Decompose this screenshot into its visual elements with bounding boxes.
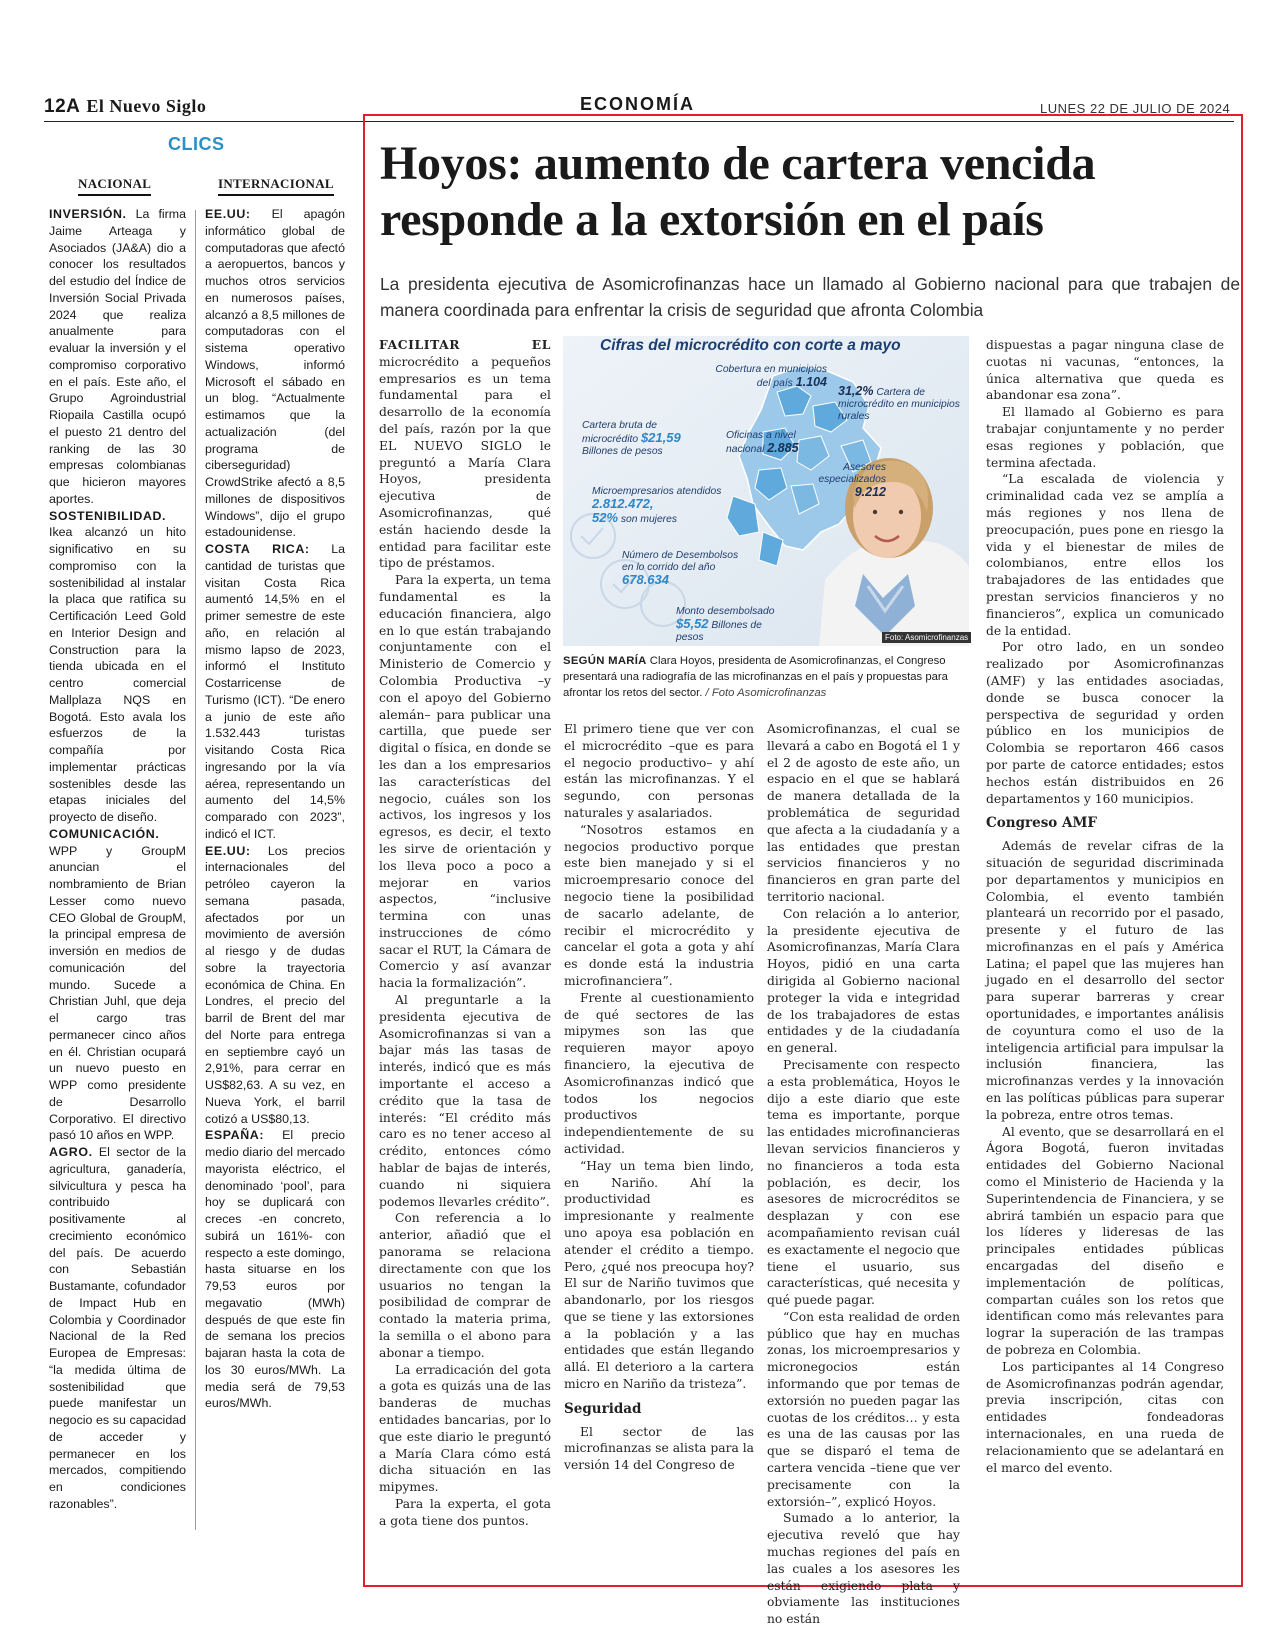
cartera-stat	[582, 420, 702, 458]
brief-lead: COSTA RICA:	[205, 542, 310, 556]
paragraph-text: “Nosotros estamos en negocios productivo porque este bien manejado y si el microempresario conoce del negocio tiene la posibilidad de sacarlo adelante, de recibir el microcrédito y cancelar el gota a gota y ahí es donde está la industria microfinanciera”.	[564, 822, 754, 988]
paragraph-text: Precisamente con respecto a esta problemática, Hoyos le dijo a este diario que este tema es importante, porque las entidades microfinancieras llevan servicios financieros y no financieros a toda esta población, es decir, los asesores de microcréditos se desplazan y con ese acompañamiento revisan cuál es exactamente el negocio que tiene el usuario, sus características, qué necesita y qué puede pagar.	[767, 1057, 960, 1308]
brief-text: El apagón informático global de computadoras que afectó a aeropuertos, bancos y muchos otros servicios en numerosos países, alcanzó a 8,5 millones de computadoras con el sistema operativo Windows, informó Microsoft el sábado en un blog. “Actualmente estimamos que la actualización (del programa de ciberseguridad) CrowdStrike afectó a 8,5 millones de dispositivos Windows”, dijo el grupo estadounidense.	[205, 207, 345, 540]
cobertura-label: Cobertura en municipios del país	[715, 364, 827, 389]
brief-lead: AGRO.	[49, 1145, 93, 1159]
paragraph-text: “Hay un tema bien lindo, en Nariño. Ahí la productividad es impresionante y realmente uno apoya esa población en atender el crédito a tiempo. Pero, ¿qué nos preocupa hoy? El sur de Nariño tuvimos que abandonarlo, por los riesgos que se tiene y las extorsiones a la población y a las entidades que están llegando allá. El deterioro a la cartera micro en Nariño da tristeza”.	[564, 1158, 754, 1392]
cobertura-stat	[712, 364, 827, 390]
monto-stat	[676, 606, 786, 644]
paragraph-text: Asomicrofinanzas, el cual se llevará a cabo en Bogotá el 1 y el 2 de agosto de este año, un espacio en el que se hablará de manera detallada de la problemática de seguridad que afecta a la ciudadanía y a las entidades que prestan servicios financieros y no financieros en gran parte del territorio nacional.	[767, 722, 960, 904]
article-title: Hoyos: aumento de cartera vencida responde a la extorsión en el país	[380, 137, 1096, 246]
infographic-title: Cifras del microcrédito con corte a mayo	[600, 337, 901, 354]
desembolsos-label: Número de Desembolsos en lo corrido del año	[622, 550, 739, 573]
paragraph	[564, 1424, 754, 1474]
sidebar-nacional	[49, 206, 186, 1513]
paragraph	[564, 822, 754, 990]
paragraph	[379, 992, 551, 1210]
microempresarios-label: Microempresarios atendidos	[592, 486, 722, 497]
paragraph-text: Al evento, que se desarrollará en el Ágora Bogotá, fueron invitadas entidades del Gobierno Nacional como el Ministerio de Hacienda y la Superintendencia de Financiera, y se abrirá también un espacio para que los líderes y lideresas de las principales entidades públicas encargadas del diseño e implementación de políticas, compartan cuáles son los retos que identifican como más relevantes para lograr la superación de las trampas de pobreza en Colombia.	[986, 1124, 1224, 1358]
article-column-2	[564, 721, 754, 1474]
brief-lead: SOSTENIBILIDAD.	[49, 508, 167, 523]
paragraph-text: El sector de las microfinanzas se alista para la versión 14 del Congreso de	[564, 1424, 754, 1473]
cartera-value: $21,59	[640, 430, 681, 445]
brief-item	[205, 206, 345, 541]
page-number: 12A	[44, 96, 81, 117]
brief-text: Los precios internacionales del petróleo cayeron la semana pasada, afectados por un movimiento de aversión al riesgo y de dudas sobre la trayectoria económica de China. En Londres, el precio del barril de Brent del mar del Norte para entrega en septiembre cayó un 2,91%, para cerrar en US$82,63. A su vez, en Nueva York, el barril cotizó a US$80,13.	[205, 843, 345, 1126]
brief-item	[49, 508, 186, 826]
monto-unit: Billones de pesos	[676, 620, 762, 643]
paragraph	[986, 337, 1224, 404]
caption-credit: / Foto Asomicrofinanzas	[702, 686, 827, 699]
paragraph-text: Además de revelar cifras de la situación de seguridad discriminada por departamentos y municipios en Colombia, el evento también planteará un recorrido por el pasado, presente y el futuro de las microfinanzas en el país y América Latina; el papel que las mujeres han jugado en el desarrollo del sector para superar barreras y crear oportunidades, e importantes análisis de coyuntura como el uso de la inteligencia artificial para impulsar la inclusión financiera, las microfinanzas verdes y la innovación en las políticas públicas para superar la pobreza, entre otros temas.	[986, 839, 1224, 1122]
brief-lead: EE.UU:	[205, 843, 251, 858]
sidebar-divider	[195, 210, 196, 1530]
issue-date: LUNES 22 DE JULIO DE 2024	[1040, 101, 1231, 116]
cartera-label: Cartera bruta de microcrédito	[582, 420, 657, 445]
cobertura-value: 1.104	[795, 375, 827, 389]
paragraph-text: Los participantes al 14 Congreso de Asomicrofinanzas podrán agendar, previa inscripción, citas con entidades fondeadoras internacionales, en una rueda de relacionamiento que se adelantará en el marco del evento.	[986, 1359, 1224, 1475]
brief-lead: ESPAÑA:	[205, 1128, 265, 1143]
monto-value: $5,52	[676, 616, 709, 631]
paragraph	[564, 721, 754, 822]
paragraph	[379, 1362, 551, 1496]
paragraph	[986, 404, 1224, 471]
mujeres-label: son mujeres	[620, 514, 677, 525]
brief-lead: EE.UU:	[205, 207, 251, 221]
article-column-1	[379, 337, 551, 1530]
brief-item	[49, 1144, 186, 1513]
paragraph-text: El llamado al Gobierno es para trabajar conjuntamente y no perder esas regiones y población, que termina afectada.	[986, 405, 1224, 470]
asesores-value: 9.212	[854, 485, 886, 499]
paragraph-text: Frente al cuestionamiento de qué sectores de las mipymes son las que requieren mayor apoyo financiero, la ejecutiva de Asomicrofinanzas indicó que todos los negocios productivos independientemente de su actividad.	[564, 990, 754, 1156]
oficinas-value: 2.885	[767, 441, 799, 455]
paragraph	[379, 337, 551, 572]
paragraph	[986, 1124, 1224, 1359]
paragraph	[379, 1496, 551, 1530]
paragraph	[564, 990, 754, 1158]
paragraph	[986, 639, 1224, 807]
rural-value: 31,2%	[838, 384, 874, 398]
brief-text: WPP y GroupM anuncian el nombramiento de Brian Lesser como nuevo CEO Global de GroupM, la principal empresa de inversión en medios de comunicación del mundo. Sucede a Christian Juhl, que deja el cargo tras permanecer cinco años en él. Christian ocupará un nuevo puesto en WPP como presidente de Desarrollo Corporativo. El directivo pasó 10 años en WPP.	[49, 843, 186, 1143]
paragraph	[379, 1210, 551, 1361]
subheading: Congreso AMF	[986, 815, 1098, 832]
brief-text: El sector de la agricultura, ganadería, silvicultura y pesca ha contribuido positivamente al crecimiento económico del país. De acuerdo con Sebastián Bustamante, cofundador de Impact Hub en Colombia y Coordinador Nacional de la Red Europea de Empresas: “la medida última de sostenibilidad que puede manifestar un negocio es su capacidad de acceder y permanecer en los mercados, compitiendo en condiciones razonables”.	[49, 1145, 186, 1511]
desembolsos-stat	[622, 550, 752, 588]
paragraph	[379, 572, 551, 992]
paragraph	[564, 1158, 754, 1393]
brief-item	[205, 1127, 345, 1412]
brief-item	[205, 843, 345, 1128]
paragraph-text: Para la experta, un tema fundamental es la educación financiera, algo en lo que están trabajando conjuntamente con el Ministerio de Comercio y Colombia Productiva –y con el apoyo del Gobierno alemán– para publicar una cartilla, que puede ser digital o física, en donde se les dan a los empresarios las características del negocio, cuáles son los activos, los ingresos y los egresos, es decir, el texto les sirve de orientación y los lleva poco a poco a mejorar en varios aspectos, “inclusive termina con unas instrucciones de cómo sacar el RUT, la Cámara de Comercio y así avanzar hacia la formalización”.	[379, 573, 551, 991]
paragraph-text: “La escalada de violencia y criminalidad cada vez se amplía a más regiones y nos llena de preocupación, pues pone en riesgo la vida y el bienestar de miles de colombianos, entre ellos los trabajadores de las entidades que prestan servicios financieros y no financieros”, explica un comunicado de la entidad.	[986, 472, 1224, 638]
asesores-label: Asesores especializados	[818, 462, 886, 485]
subheading: Seguridad	[564, 1400, 642, 1417]
paragraph	[986, 838, 1224, 1124]
rural-label: Cartera de microcrédito en municipios rurales	[838, 387, 960, 422]
sidebar-internacional	[205, 206, 345, 1412]
microempresarios-stat	[592, 486, 742, 526]
sidebar-title: CLICS	[168, 134, 225, 154]
paragraph-text: Sumado a lo anterior, la ejecutiva reveló que hay muchas regiones del país en las cuales a los asesores les están exigiendo plata y obviamente las instituciones no están	[767, 1511, 960, 1627]
paragraph-text: Para la experta, el gota a gota tiene dos puntos.	[379, 1496, 551, 1528]
paragraph-text: Al preguntarle a la presidenta ejecutiva de Asomicrofinanzas si van a bajar más las tasas de interés, indicó que es más importante el acceso a crédito que la tasa de interés: “El crédito más caro es no tener acceso al crédito, entonces cómo hablar de bajas de interés, cuando ni siquiera podemos llevarles crédito”.	[379, 993, 551, 1209]
section-name: ECONOMÍA	[580, 94, 695, 114]
photo-caption	[563, 654, 969, 701]
brief-text: El precio medio diario del mercado mayorista eléctrico, el denominado ‘pool’, para hoy se duplicará con creces -en concreto, subirá un 161%- con respecto a este domingo, hasta situarse en los 79,53 euros por megavatio (MWh) después de que este fin de semana los precios bajaran hasta la cota de los 30 euros/MWh. La media será de 79,53 euros/MWh.	[205, 1128, 345, 1411]
brief-lead: COMUNICACIÓN.	[49, 826, 160, 841]
monto-label: Monto desembolsado	[676, 606, 775, 617]
paragraph-text: El primero tiene que ver con el microcrédito –que es para el negocio productivo– y ahí están las microfinanzas. Y el segundo, con personas naturales y asalariados.	[564, 722, 754, 820]
paragraph-text: Con referencia a lo anterior, añadió que el panorama se relaciona directamente con que los usuarios no tengan la posibilidad de comprar de contado la materia prima, la semilla o el abono para abonar a tiempo.	[379, 1211, 551, 1360]
caption-text: Clara Hoyos, presidenta de Asomicrofinanzas, el Congreso presentará una radiografía de las microfinanzas en el país y propuestas para afrontar los retos del sector.	[563, 655, 948, 699]
paragraph	[767, 906, 960, 1057]
paragraph	[767, 1309, 960, 1511]
cartera-unit: Billones de pesos	[582, 446, 663, 457]
paragraph	[986, 471, 1224, 639]
paragraph	[986, 1359, 1224, 1477]
oficinas-stat	[726, 430, 822, 456]
desembolsos-value: 678.634	[622, 572, 669, 587]
paragraph-text: La erradicación del gota a gota es quizás una de las banderas de muchas entidades bancarias, por lo que este diario le preguntó a María Clara cómo está dicha situación en las mipymes.	[379, 1362, 551, 1495]
brief-lead: INVERSIÓN.	[49, 207, 127, 221]
paper-name: El Nuevo Siglo	[86, 96, 207, 116]
paragraph	[767, 1057, 960, 1309]
brief-item	[49, 206, 186, 508]
asesores-stat	[800, 462, 886, 500]
mujeres-value: 52%	[592, 510, 619, 525]
caption-lead: SEGÚN MARÍA	[563, 655, 647, 667]
microempresarios-value: 2.812.472,	[592, 496, 654, 511]
article-column-4	[986, 337, 1224, 1476]
paragraph	[767, 1510, 960, 1628]
brief-item	[205, 541, 345, 843]
paragraph-text: Con relación a lo anterior, la presidente ejecutiva de Asomicrofinanzas, María Clara Hoyos, pidió en una carta dirigida al Gobierno nacional proteger la vida e integridad de los trabajadores de estas entidades y de la ciudadanía en general.	[767, 906, 960, 1056]
brief-text: La cantidad de turistas que visitan Costa Rica aumentó 14,5% en el primer semestre de este año, en relación al mismo lapso de 2023, informó el Instituto Costarricense de Turismo (ICT). “De enero a junio de este año 1.532.443 turistas visitando Costa Rica ingresando por la vía aérea, representando un aumento del 14,5% comparado con 2023”, indicó el ICT.	[205, 542, 345, 841]
article-column-3	[767, 721, 960, 1628]
photo-credit: Foto: Asomicrofinanzas	[882, 632, 971, 643]
article-deck: La presidenta ejecutiva de Asomicrofinanzas hace un llamado al Gobierno nacional para que trabajen de manera coordinada para enfrentar la crisis de seguridad que afronta Colombia	[380, 274, 1240, 320]
oficinas-label: Oficinas a nivel nacional	[726, 430, 796, 455]
internacional-heading: INTERNACIONAL	[218, 176, 334, 196]
paragraph-text: Por otro lado, en un sondeo realizado por Asomicrofinanzas (AMF) y las entidades asociadas, donde se busca conocer la perspectiva de seguridad y orden público en los municipios de Colombia se reportaron 466 casos por parte de catorce entidades; estos hechos están distribuidos en 26 departamentos y 160 municipios.	[986, 640, 1224, 806]
brief-text: La firma Jaime Arteaga y Asociados (JA&A) dio a conocer los resultados del estudio del Índice de Inversión Social Privada 2024 que realiza anualmente para evaluar la inversión y el compromiso corporativo en el país. Este año, el Grupo Agroindustrial Riopaila Castilla ocupó el puesto 21 dentro del ranking de las 30 empresas colombianas que hicieron mayores aportes.	[49, 207, 186, 506]
page-header-left	[44, 96, 206, 118]
brief-text: Ikea alcanzó un hito significativo en su compromiso con la sostenibilidad al instalar la placa que ratifica su Certificación Leed Gold en Interior Design and Construction para la tienda ubicada en el centro comercial Mallplaza NQS en Bogotá. Esto avala los esfuerzos de la compañía por implementar prácticas sostenibles desde las etapas iniciales del proyecto de diseño.	[49, 525, 186, 824]
paragraph	[767, 721, 960, 906]
paragraph-text: “Con esta realidad de orden público que hay en muchas zonas, los microempresarios y micronegocios están informando que por temas de extorsión no pueden pagar las cuotas de los créditos… y esta es una de las causas por las que se disparó el tema de cartera vencida –tiene que ver precisamente con la extorsión–”, explicó Hoyos.	[767, 1309, 960, 1509]
nacional-heading: NACIONAL	[78, 176, 151, 196]
paragraph-text: dispuestas a pagar ninguna clase de cuotas ni vacunas, “entonces, la única alternativa que queda es abandonar esa zona”.	[986, 338, 1224, 403]
paragraph-text: microcrédito a pequeños empresarios es un tema fundamental para el desarrollo de la economía del país, razón por la que EL NUEVO SIGLO le preguntó a María Clara Hoyos, presidenta ejecutiva de Asomicrofinanzas, qué están haciendo desde la entidad para facilitar este tipo de préstamos.	[379, 354, 551, 571]
brief-item	[49, 826, 186, 1144]
lead-in: FACILITAR EL	[379, 337, 551, 352]
rural-stat	[838, 385, 968, 423]
